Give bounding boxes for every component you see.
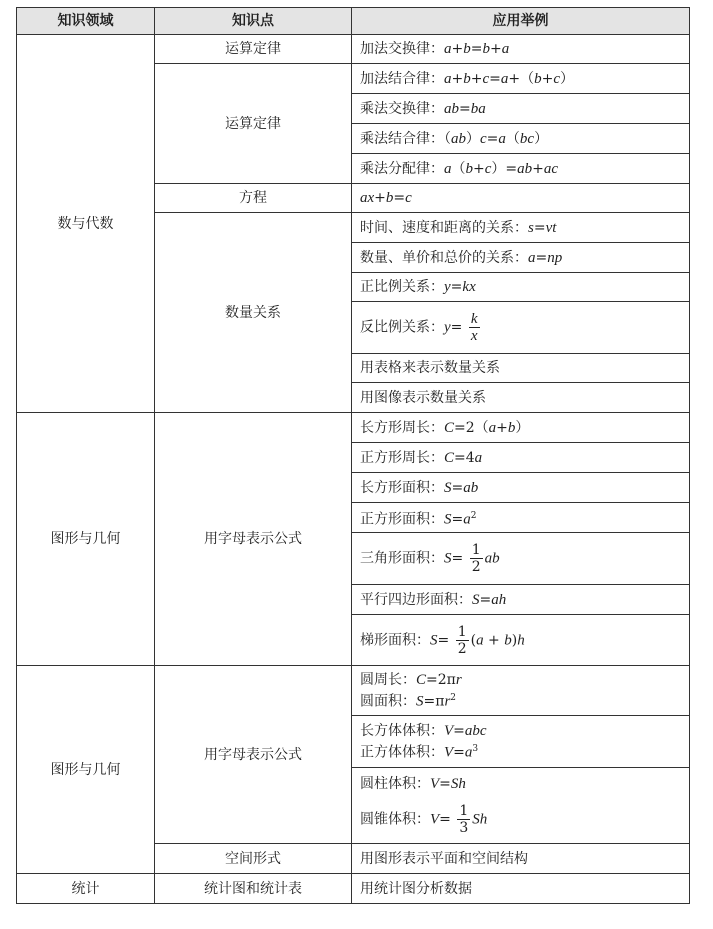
example-mul-comm: 乘法交换律：ab=ba	[352, 94, 690, 124]
example-equation: ax+b=c	[352, 184, 690, 213]
example-volume-1: 长方体体积：V=abc 正方体体积：$V=a^3$	[352, 716, 690, 768]
header-row	[17, 8, 690, 35]
example-distrib: 乘法分配律：a（b+c）=ab+ac	[352, 154, 690, 184]
example-inverse: 反比例关系：y= $\frac{k}{x}$	[352, 302, 690, 354]
example-trap-area: 梯形面积：S= $\frac{1}{2}$ (a + b)h	[352, 615, 690, 666]
example-price: 数量、单价和总价的关系：a=np	[352, 243, 690, 273]
example-rect-area: 长方形面积：S=ab	[352, 473, 690, 503]
example-graph-rep: 用图像表示数量关系	[352, 383, 690, 413]
domain-algebra: 数与代数	[17, 35, 155, 413]
header-example: 应用举例	[352, 8, 690, 35]
domain-statistics: 统计	[17, 874, 155, 904]
example-para-area: 平行四边形面积：S=ah	[352, 585, 690, 615]
point-stat: 统计图和统计表	[155, 874, 352, 904]
example-square-perim: 正方形周长：C=4a	[352, 443, 690, 473]
domain-geometry-1: 图形与几何	[17, 413, 155, 666]
knowledge-table	[16, 7, 690, 904]
example-space-rep: 用图形表示平面和空间结构	[352, 844, 690, 874]
point-quantity: 数量关系	[155, 213, 352, 413]
example-stat-rep: 用统计图分析数据	[352, 874, 690, 904]
point-ops-2: 运算定律	[155, 64, 352, 184]
example-rect-perim: 长方形周长：C=2（a+b）	[352, 413, 690, 443]
point-ops-1: 运算定律	[155, 35, 352, 64]
domain-geometry-2: 图形与几何	[17, 666, 155, 874]
example-volume-2: 圆柱体积：V=Sh 圆锥体积：V= $\frac{1}{3}$ Sh	[352, 768, 690, 844]
example-direct: 正比例关系：y=kx	[352, 273, 690, 302]
header-domain: 知识领域	[17, 8, 155, 35]
example-add-assoc: 加法结合律：a+b+c=a+（b+c）	[352, 64, 690, 94]
example-circle: 圆周长：C=2πr 圆面积：$S=\pi r^2$	[352, 666, 690, 716]
point-equation: 方程	[155, 184, 352, 213]
example-mul-assoc: 乘法结合律：（ab）c=a（bc）	[352, 124, 690, 154]
point-formula-1: 用字母表示公式	[155, 413, 352, 666]
example-speed: 时间、速度和距离的关系：s=vt	[352, 213, 690, 243]
point-space: 空间形式	[155, 844, 352, 874]
header-point: 知识点	[155, 8, 352, 35]
example-add-comm: 加法交换律：a+b=b+a	[352, 35, 690, 64]
example-square-area: 正方形面积：$S=a^2$	[352, 503, 690, 533]
example-table-rep: 用表格来表示数量关系	[352, 354, 690, 383]
example-tri-area: 三角形面积：S= $\frac{1}{2}$ ab	[352, 533, 690, 585]
point-formula-2: 用字母表示公式	[155, 666, 352, 844]
